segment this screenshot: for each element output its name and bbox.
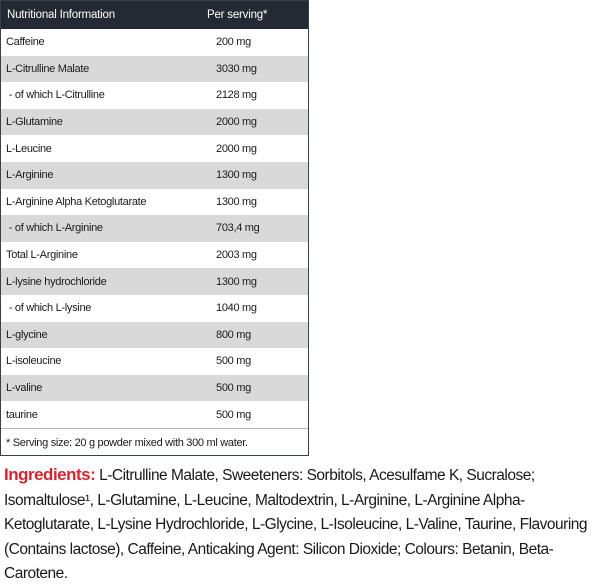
row-name: Caffeine [6,36,45,49]
ingredients-label: Ingredients: [4,465,96,484]
row-name: L-Glutamine [6,116,63,129]
row-value: 703,4 mg [216,222,260,235]
row-value: 1300 mg [216,275,257,288]
row-name: L-isoleucine [6,355,62,368]
table-row [1,135,308,162]
table-row [1,29,308,56]
row-value: 200 mg [216,36,251,49]
row-value: 2000 mg [216,116,257,129]
row-name: L-Arginine Alpha Ketoglutarate [6,195,147,208]
table-row [1,215,308,242]
table-row [1,242,308,269]
row-name: L-glycine [6,328,48,341]
row-name: L-valine [6,382,43,395]
row-name: - of which L-Arginine [6,222,103,235]
table-row [1,56,308,83]
row-value: 500 mg [216,382,251,395]
row-name: Total L-Arginine [6,249,78,262]
row-value: 2003 mg [216,249,257,262]
table-row [1,189,308,216]
table-row [1,268,308,295]
row-name: L-lysine hydrochloride [6,275,107,288]
row-name: - of which L-lysine [6,302,92,315]
nutrition-table [0,0,309,456]
table-row [1,375,308,402]
row-name: L-Leucine [6,142,52,155]
row-value: 800 mg [216,328,251,341]
table-row [1,348,308,375]
table-row [1,109,308,136]
row-value: 500 mg [216,408,251,421]
row-value: 3030 mg [216,62,257,75]
table-row [1,295,308,322]
table-row [1,322,308,349]
row-name: L-Citrulline Malate [6,62,89,75]
table-header [1,1,308,29]
serving-size-footnote: * Serving size: 20 g powder mixed with 300 ml water. [1,428,308,457]
table-row [1,162,308,189]
row-value: 500 mg [216,355,251,368]
row-name: taurine [6,408,38,421]
row-value: 2000 mg [216,142,257,155]
row-value: 1300 mg [216,195,257,208]
table-row [1,82,308,109]
ingredients-text: L-Citrulline Malate, Sweeteners: Sorbitols, Acesulfame K, Sucralose; Isomaltulose¹, L-Glutamine, L-Leucine, Maltodextrin, L-Arginine, L-Arginine Alpha-Ketoglutarate, L-Lysine Hydrochloride, L-Glycine, L-Isoleucine, L-Valine, Taurine, Flavouring (Contains lactose), Caffeine, Anticaking Agent: Silicon Dioxide; Colours: Betanin, Beta-Carotene. [4,467,588,582]
header-nutritional-information: Nutritional Information [7,9,115,21]
row-name: L-Arginine [6,169,54,182]
table-row [1,401,308,428]
header-per-serving: Per serving* [207,9,268,21]
row-value: 2128 mg [216,89,257,102]
row-name: - of which L-Citrulline [6,89,105,102]
row-value: 1300 mg [216,169,257,182]
row-value: 1040 mg [216,302,257,315]
